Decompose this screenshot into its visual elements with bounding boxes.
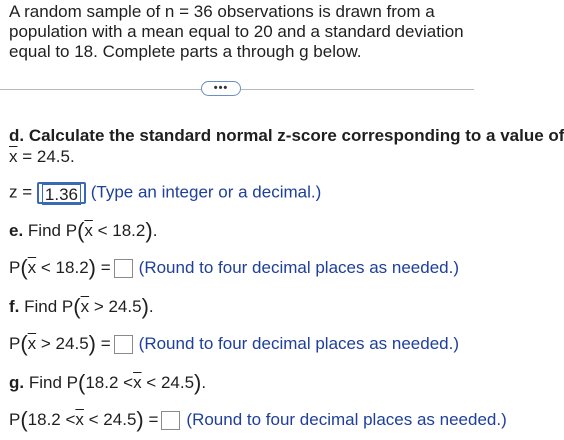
paren-close: ) — [145, 218, 153, 243]
paren-open: ( — [20, 331, 28, 356]
part-e-hint: (Round to four decimal places as needed.) — [138, 258, 460, 277]
z-hint: (Type an integer or a decimal.) — [90, 182, 322, 202]
part-g-answer-row — [9, 407, 507, 432]
part-f-hint: (Round to four decimal places as needed.) — [138, 334, 460, 353]
part-f-p: P — [9, 334, 21, 353]
part-e-answer-row — [9, 255, 460, 280]
part-d-xbar-line — [9, 147, 75, 167]
part-f-find: Find P — [24, 297, 74, 316]
part-e-label: e. — [9, 221, 24, 240]
part-g-left: 18.2 < — [85, 373, 134, 392]
xbar-symbol: $\overline{x}$ — [84, 221, 93, 240]
paren-open: ( — [73, 294, 81, 319]
part-e-equals: = — [100, 258, 111, 277]
z-answer-field[interactable] — [37, 182, 86, 204]
part-f-answer-expr: > 24.5 — [40, 334, 89, 353]
xbar-symbol: $\overline{x}$ — [27, 258, 37, 277]
part-g-answer-left: 18.2 < — [27, 410, 76, 429]
paren-close: ) — [136, 407, 144, 432]
expand-button[interactable]: ••• — [201, 81, 241, 96]
xbar-symbol: $\overline{x}$ — [9, 147, 18, 166]
paren-close: ) — [88, 255, 96, 280]
xbar-symbol: $\overline{x}$ — [75, 410, 84, 429]
paren-open: ( — [77, 218, 85, 243]
part-e-p: P — [9, 258, 21, 277]
part-e-expr: < 18.2 — [97, 221, 146, 240]
part-e-find: Find P — [27, 221, 78, 240]
paren-close: ) — [194, 370, 202, 395]
part-d-heading — [9, 126, 564, 146]
part-f-equals: = — [100, 334, 111, 353]
part-e-heading: e. Find $P(\overline{x} < 18.2)$. — [9, 218, 158, 243]
part-f-answer-field[interactable] — [114, 335, 133, 354]
problem-statement: A random sample of n = 36 observations is drawn from a population with a mean equal to 20 and a standard deviation equal to 18. Complete parts a through g below. — [9, 2, 464, 61]
part-g-answer-right: < 24.5 — [88, 410, 137, 429]
part-g-answer-field[interactable] — [161, 411, 180, 430]
z-label: z = — [9, 182, 33, 202]
paren-open: ( — [20, 407, 28, 432]
paren-close: ) — [141, 294, 149, 319]
part-f-heading: f. Find $P(\overline{x} > 24.5)$. — [9, 294, 154, 319]
paren-close: ) — [88, 331, 96, 356]
part-e-answer-expr: < 18.2 — [40, 258, 89, 277]
part-f-expr: > 24.5 — [93, 297, 142, 316]
part-e-answer-field[interactable] — [114, 259, 133, 278]
part-f-answer-row — [9, 331, 460, 356]
part-g-right: < 24.5 — [146, 373, 195, 392]
xbar-symbol: $\overline{x}$ — [133, 373, 142, 392]
z-answer-row — [9, 182, 321, 204]
part-g-label: g. — [9, 373, 25, 392]
part-g-find: Find P — [28, 373, 78, 392]
paren-open: ( — [77, 370, 86, 395]
xbar-symbol: $\overline{x}$ — [27, 334, 37, 353]
paren-open: ( — [20, 255, 28, 280]
part-g-heading: g. Find $P(18.2 <\overline{x} < 24.5)$. — [9, 370, 207, 395]
z-answer-value: 1.36 — [42, 184, 81, 205]
xbar-symbol: $\overline{x}$ — [80, 297, 90, 316]
part-f-label: f. — [9, 297, 20, 316]
part-g-equals: = — [148, 410, 159, 429]
part-d-heading-text: d. Calculate the standard normal z-score corresponding to a value of — [9, 126, 564, 145]
part-g-p: P — [9, 410, 21, 429]
part-g-hint: (Round to four decimal places as needed.) — [186, 410, 507, 429]
xbar-value: = 24.5. — [17, 147, 75, 166]
